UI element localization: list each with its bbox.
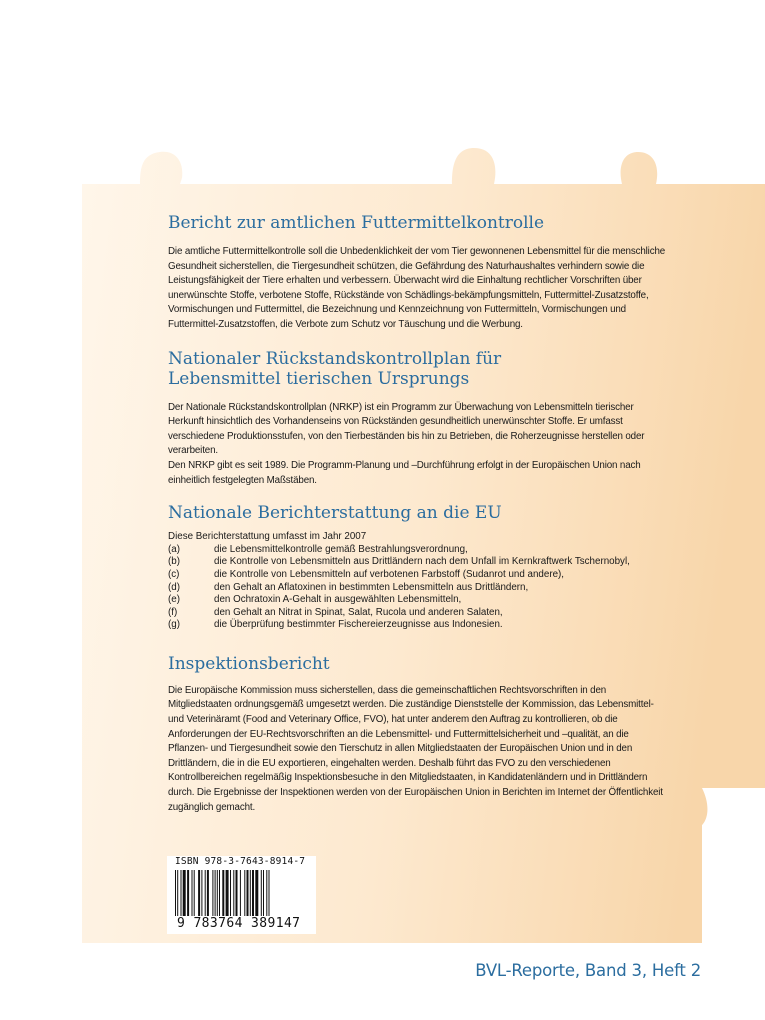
section-intro-berichterstattung: Diese Berichterstattung umfasst im Jahr 2007 xyxy=(168,531,367,543)
list-text: die Kontrolle von Lebensmitteln auf verbotenen Farbstoff (Sudanrot und andere), xyxy=(214,568,565,580)
section-heading-futtermittel: Bericht zur amtlichen Futtermittelkontrolle xyxy=(168,213,545,233)
list-item xyxy=(168,544,668,557)
list-text: den Ochratoxin A-Gehalt in ausgewählten Lebensmitteln, xyxy=(214,594,462,606)
report-list xyxy=(168,544,668,632)
list-marker: (g) xyxy=(168,619,180,631)
list-text: den Gehalt an Aflatoxinen in bestimmten Lebensmitteln aus Drittländern, xyxy=(214,581,529,593)
isbn-barcode xyxy=(167,856,316,934)
list-item xyxy=(168,594,668,607)
list-marker: (e) xyxy=(168,594,180,606)
list-marker: (b) xyxy=(168,556,180,568)
section-text-inspektion: Die Europäische Kommission muss sicherstellen, dass die gemeinschaftlichen Rechtsvorschriften in den Mitgliedstaaten ordnungsgemäß umgesetzt werden. Die zuständige Dienststelle der Kommission, das Lebensmittel- und Veterinäramt (Food and Veterinary Office, FVO), hat unter anderem den Auftrag zu kontrollieren, ob die Anforderungen der EU-Rechtsvorschriften an die Lebensmittel- und Futtermittelsicherheit und –qualität, an die Pflanzen- und Tiergesundheit sowie den Tierschutz in allen Mitgliedstaaten der Europäischen Union und in den Drittländern, die in die EU exportieren, eingehalten werden. Deshalb führt das FVO zu den verschiedenen Kontrollbereichen regelmäßig Inspektionsbesuche in den Mitgliedstaaten, in Kandidatenländern und in Drittländern durch. Die Ergebnisse der Inspektionen werden von der Europäischen Union in Berichten im Internet der Öffentlichkeit zugänglich gemacht. xyxy=(168,684,663,813)
section-text-futtermittel: Die amtliche Futtermittelkontrolle soll die Unbedenklichkeit der vom Tier gewonnenen Lebensmittel für die menschliche Gesundheit sicherstellen, die Tiergesundheit schützen, die Gefährdung des Naturhaushaltes verhindern sowie die Leistungsfähigkeit der Tiere erhalten und verbessern. Überwacht wird die Einhaltung rechtlicher Vorschriften über unerwünschte Stoffe, verbotene Stoffe, Rückstände von Schädlings-bekämpfungsmitteln, Futtermittel-Zusatzstoffe, Vormischungen und Futtermittel, die Bezeichnung und Kennzeichnung von Futtermitteln, Vormischungen und Futtermittel-Zusatzstoffen, die Verbote zum Schutz vor Täuschung und die Werbung. xyxy=(168,246,666,330)
barcode-bars xyxy=(175,870,309,918)
section-text-nrkp-2: Den NRKP gibt es seit 1989. Die Programm-Planung und –Durchführung erfolgt in der Europäischen Union nach einheitlich festgelegten Maßstäben. xyxy=(168,459,641,486)
list-marker: (a) xyxy=(168,543,180,555)
list-text: die Lebensmittelkontrolle gemäß Bestrahlungsverordnung, xyxy=(214,543,468,555)
isbn-digits: 9 783764 389147 xyxy=(177,916,301,931)
list-text: die Kontrolle von Lebensmitteln aus Drittländern nach dem Unfall im Kernkraftwerk Tschernobyl, xyxy=(214,556,630,568)
section-heading-inspektion: Inspektionsbericht xyxy=(168,653,330,674)
list-marker: (c) xyxy=(168,568,180,580)
section-heading-berichterstattung: Nationale Berichterstattung an die EU xyxy=(168,503,502,524)
section-text-nrkp-1: Der Nationale Rückstandskontrollplan (NRKP) ist ein Programm zur Überwachung von Lebensmitteln tierischer Herkunft hinsichtlich des Vorhandenseins von Rückständen gesundheitlich unerwünschter Stoffe. Er umfasst verschiedene Produktionsstufen, von den Tierbeständen bis hin zu Betrieben, die Roherzeugnisse herstellen oder verarbeiten. xyxy=(168,401,645,457)
document-body xyxy=(168,213,668,815)
list-item xyxy=(168,607,668,620)
series-footer: BVL-Reporte, Band 3, Heft 2 xyxy=(475,961,701,980)
list-item xyxy=(168,582,668,595)
list-text: die Überprüfung bestimmter Fischereierzeugnisse aus Indonesien. xyxy=(214,619,503,631)
list-marker: (d) xyxy=(168,581,180,593)
section-heading-nrkp-line2: Lebensmittel tierischen Ursprungs xyxy=(168,368,470,389)
list-item xyxy=(168,556,668,569)
section-heading-nrkp xyxy=(168,349,668,389)
isbn-label: ISBN 978-3-7643-8914-7 xyxy=(175,856,306,867)
list-item xyxy=(168,569,668,582)
list-text: den Gehalt an Nitrat in Spinat, Salat, Rucola und anderen Salaten, xyxy=(214,606,503,618)
list-item xyxy=(168,619,668,632)
list-marker: (f) xyxy=(168,606,178,618)
section-heading-nrkp-line1: Nationaler Rückstandskontrollplan für xyxy=(168,348,502,369)
